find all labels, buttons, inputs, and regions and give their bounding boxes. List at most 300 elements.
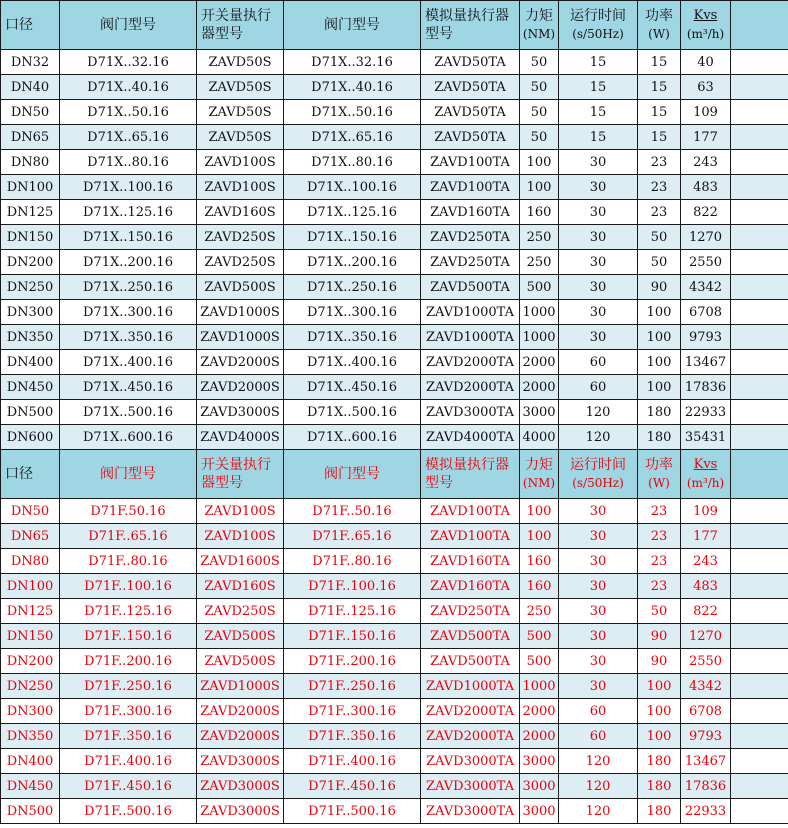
- cell-size: DN500: [1, 400, 60, 425]
- cell-power: 50: [638, 599, 681, 624]
- cell-run-time: 30: [559, 599, 638, 624]
- cell-analog-actuator: ZAVD1000TA: [421, 300, 520, 325]
- cell-switch-actuator: ZAVD1000S: [197, 674, 284, 699]
- cell-power: 180: [638, 749, 681, 774]
- cell-valve-model-2: D71X..50.16: [284, 100, 421, 125]
- cell-torque: 100: [520, 175, 559, 200]
- cell-kvs: 243: [681, 549, 731, 574]
- header-kvs-label: Kvs: [693, 8, 718, 23]
- header-kvs-unit: (m³/h): [686, 27, 725, 41]
- cell-valve-model: D71F..250.16: [60, 674, 197, 699]
- table-row: [1, 749, 788, 774]
- cell-valve-model: D71X..250.16: [60, 275, 197, 300]
- cell-run-time: 15: [559, 50, 638, 75]
- cell-size: DN65: [1, 125, 60, 150]
- cell-kvs: 63: [681, 75, 731, 100]
- cell-size: DN100: [1, 574, 60, 599]
- cell-valve-model: D71X..400.16: [60, 350, 197, 375]
- cell-spacer: [731, 225, 788, 250]
- cell-size: DN450: [1, 774, 60, 799]
- cell-size: DN150: [1, 624, 60, 649]
- header-run-time-label: 运行时间: [570, 8, 626, 24]
- header-kvs: [681, 1, 731, 50]
- table-row: [1, 799, 788, 824]
- cell-kvs: 22933: [681, 799, 731, 824]
- cell-analog-actuator: ZAVD4000TA: [421, 425, 520, 450]
- cell-spacer: [731, 150, 788, 175]
- cell-switch-actuator: ZAVD160S: [197, 574, 284, 599]
- table-row: [1, 649, 788, 674]
- cell-size: DN65: [1, 524, 60, 549]
- cell-analog-actuator: ZAVD3000TA: [421, 799, 520, 824]
- cell-valve-model-2: D71X..40.16: [284, 75, 421, 100]
- header-run-time: [559, 450, 638, 499]
- cell-run-time: 120: [559, 799, 638, 824]
- cell-valve-model: D71F..400.16: [60, 749, 197, 774]
- cell-size: DN32: [1, 50, 60, 75]
- cell-valve-model: D71X..450.16: [60, 375, 197, 400]
- cell-kvs: 13467: [681, 749, 731, 774]
- cell-switch-actuator: ZAVD160S: [197, 200, 284, 225]
- cell-torque: 100: [520, 524, 559, 549]
- cell-power: 23: [638, 150, 681, 175]
- table-row: [1, 774, 788, 799]
- cell-size: DN80: [1, 549, 60, 574]
- cell-valve-model: D71F..450.16: [60, 774, 197, 799]
- header-valve-model-2-label: 阀门型号: [324, 17, 380, 33]
- table-row: [1, 524, 788, 549]
- cell-power: 180: [638, 400, 681, 425]
- cell-power: 90: [638, 275, 681, 300]
- cell-spacer: [731, 200, 788, 225]
- cell-run-time: 30: [559, 674, 638, 699]
- cell-size: DN125: [1, 200, 60, 225]
- header-run-time-unit: (s/50Hz): [572, 27, 624, 41]
- cell-power: 100: [638, 375, 681, 400]
- cell-torque: 3000: [520, 774, 559, 799]
- cell-switch-actuator: ZAVD100S: [197, 524, 284, 549]
- cell-valve-model: D71X..125.16: [60, 200, 197, 225]
- cell-valve-model-2: D71F..125.16: [284, 599, 421, 624]
- cell-power: 15: [638, 50, 681, 75]
- header-torque: [520, 1, 559, 50]
- cell-power: 15: [638, 100, 681, 125]
- cell-valve-model-2: D71F..250.16: [284, 674, 421, 699]
- table-row: [1, 574, 788, 599]
- cell-torque: 2000: [520, 699, 559, 724]
- cell-valve-model: D71X..150.16: [60, 225, 197, 250]
- cell-size: DN200: [1, 250, 60, 275]
- cell-switch-actuator: ZAVD1600S: [197, 549, 284, 574]
- cell-run-time: 30: [559, 225, 638, 250]
- cell-valve-model: D71F..80.16: [60, 549, 197, 574]
- cell-valve-model-2: D71X..100.16: [284, 175, 421, 200]
- cell-run-time: 30: [559, 624, 638, 649]
- cell-analog-actuator: ZAVD160TA: [421, 574, 520, 599]
- cell-kvs: 109: [681, 100, 731, 125]
- header-analog-actuator: [421, 450, 520, 499]
- table-row: [1, 50, 788, 75]
- cell-valve-model-2: D71F..150.16: [284, 624, 421, 649]
- cell-valve-model-2: D71X..500.16: [284, 400, 421, 425]
- cell-switch-actuator: ZAVD100S: [197, 175, 284, 200]
- header-power-label: 功率: [645, 457, 673, 473]
- cell-power: 90: [638, 649, 681, 674]
- header-power: [638, 1, 681, 50]
- header-torque: [520, 450, 559, 499]
- cell-torque: 2000: [520, 724, 559, 749]
- cell-switch-actuator: ZAVD1000S: [197, 300, 284, 325]
- cell-run-time: 30: [559, 175, 638, 200]
- cell-analog-actuator: ZAVD100TA: [421, 150, 520, 175]
- cell-spacer: [731, 624, 788, 649]
- cell-valve-model: D71F..200.16: [60, 649, 197, 674]
- cell-switch-actuator: ZAVD2000S: [197, 699, 284, 724]
- cell-size: DN125: [1, 599, 60, 624]
- cell-power: 180: [638, 425, 681, 450]
- cell-run-time: 60: [559, 724, 638, 749]
- cell-analog-actuator: ZAVD1000TA: [421, 325, 520, 350]
- cell-torque: 500: [520, 649, 559, 674]
- header-valve-model-label: 阀门型号: [100, 17, 156, 33]
- cell-kvs: 1270: [681, 225, 731, 250]
- cell-analog-actuator: ZAVD3000TA: [421, 749, 520, 774]
- cell-valve-model-2: D71F..80.16: [284, 549, 421, 574]
- cell-spacer: [731, 599, 788, 624]
- cell-analog-actuator: ZAVD1000TA: [421, 674, 520, 699]
- cell-spacer: [731, 699, 788, 724]
- cell-switch-actuator: ZAVD50S: [197, 125, 284, 150]
- table-row: [1, 499, 788, 524]
- cell-valve-model: D71X..300.16: [60, 300, 197, 325]
- header-switch-actuator-label: 开关量执行器型号: [201, 8, 271, 42]
- cell-kvs: 6708: [681, 300, 731, 325]
- cell-kvs: 2550: [681, 649, 731, 674]
- cell-power: 180: [638, 799, 681, 824]
- cell-spacer: [731, 250, 788, 275]
- cell-torque: 3000: [520, 799, 559, 824]
- header-run-time: [559, 1, 638, 50]
- cell-kvs: 40: [681, 50, 731, 75]
- cell-valve-model-2: D71X..65.16: [284, 125, 421, 150]
- cell-power: 50: [638, 250, 681, 275]
- cell-run-time: 30: [559, 150, 638, 175]
- cell-torque: 160: [520, 549, 559, 574]
- header-run-time-label: 运行时间: [570, 457, 626, 473]
- cell-kvs: 822: [681, 200, 731, 225]
- cell-torque: 3000: [520, 749, 559, 774]
- table-row: [1, 175, 788, 200]
- cell-power: 23: [638, 499, 681, 524]
- cell-analog-actuator: ZAVD250TA: [421, 225, 520, 250]
- cell-power: 100: [638, 325, 681, 350]
- cell-valve-model: D71F..100.16: [60, 574, 197, 599]
- cell-torque: 250: [520, 599, 559, 624]
- cell-valve-model-2: D71X..250.16: [284, 275, 421, 300]
- cell-torque: 160: [520, 574, 559, 599]
- header-size-label: 口径: [5, 17, 33, 33]
- header-torque-label: 力矩: [525, 457, 553, 473]
- header-row: [1, 450, 788, 499]
- cell-torque: 3000: [520, 400, 559, 425]
- cell-kvs: 35431: [681, 425, 731, 450]
- cell-power: 23: [638, 200, 681, 225]
- cell-analog-actuator: ZAVD100TA: [421, 499, 520, 524]
- header-switch-actuator-label: 开关量执行器型号: [201, 457, 271, 491]
- cell-valve-model-2: D71X..450.16: [284, 375, 421, 400]
- table-row: [1, 325, 788, 350]
- cell-spacer: [731, 574, 788, 599]
- cell-spacer: [731, 649, 788, 674]
- cell-valve-model: D71F..125.16: [60, 599, 197, 624]
- cell-power: 23: [638, 549, 681, 574]
- cell-size: DN400: [1, 749, 60, 774]
- cell-torque: 1000: [520, 325, 559, 350]
- cell-analog-actuator: ZAVD250TA: [421, 599, 520, 624]
- cell-switch-actuator: ZAVD3000S: [197, 400, 284, 425]
- cell-analog-actuator: ZAVD250TA: [421, 250, 520, 275]
- header-kvs-label: Kvs: [693, 457, 718, 472]
- header-spacer: [731, 450, 788, 499]
- cell-torque: 100: [520, 150, 559, 175]
- header-row: [1, 1, 788, 50]
- header-valve-model-2: [284, 1, 421, 50]
- table-row: [1, 250, 788, 275]
- table-row: [1, 425, 788, 450]
- cell-power: 100: [638, 699, 681, 724]
- cell-analog-actuator: ZAVD160TA: [421, 549, 520, 574]
- cell-analog-actuator: ZAVD500TA: [421, 649, 520, 674]
- cell-power: 100: [638, 300, 681, 325]
- cell-spacer: [731, 549, 788, 574]
- cell-run-time: 30: [559, 574, 638, 599]
- cell-valve-model: D71X..100.16: [60, 175, 197, 200]
- cell-spacer: [731, 100, 788, 125]
- header-torque-unit: (NM): [522, 476, 556, 490]
- cell-valve-model: D71X..50.16: [60, 100, 197, 125]
- cell-switch-actuator: ZAVD4000S: [197, 425, 284, 450]
- cell-run-time: 30: [559, 499, 638, 524]
- cell-valve-model: D71X..350.16: [60, 325, 197, 350]
- cell-run-time: 30: [559, 524, 638, 549]
- cell-valve-model-2: D71X..125.16: [284, 200, 421, 225]
- cell-kvs: 822: [681, 599, 731, 624]
- table-row: [1, 75, 788, 100]
- table-row: [1, 350, 788, 375]
- cell-valve-model-2: D71X..200.16: [284, 250, 421, 275]
- cell-kvs: 177: [681, 125, 731, 150]
- cell-spacer: [731, 724, 788, 749]
- cell-size: DN600: [1, 425, 60, 450]
- cell-torque: 50: [520, 125, 559, 150]
- cell-analog-actuator: ZAVD2000TA: [421, 699, 520, 724]
- cell-valve-model-2: D71X..400.16: [284, 350, 421, 375]
- header-torque-unit: (NM): [522, 27, 556, 41]
- cell-size: DN150: [1, 225, 60, 250]
- cell-kvs: 9793: [681, 325, 731, 350]
- cell-size: DN350: [1, 325, 60, 350]
- cell-kvs: 177: [681, 524, 731, 549]
- table-row: [1, 200, 788, 225]
- cell-spacer: [731, 350, 788, 375]
- cell-run-time: 30: [559, 325, 638, 350]
- table-row: [1, 275, 788, 300]
- cell-analog-actuator: ZAVD2000TA: [421, 375, 520, 400]
- header-valve-model-2-label: 阀门型号: [324, 466, 380, 482]
- cell-torque: 50: [520, 75, 559, 100]
- table-row: [1, 300, 788, 325]
- cell-valve-model: D71X..80.16: [60, 150, 197, 175]
- cell-valve-model: D71X..500.16: [60, 400, 197, 425]
- header-valve-model-2: [284, 450, 421, 499]
- cell-valve-model-2: D71F..200.16: [284, 649, 421, 674]
- cell-torque: 50: [520, 100, 559, 125]
- cell-valve-model: D71X..40.16: [60, 75, 197, 100]
- header-power-unit: (W): [648, 476, 670, 490]
- cell-valve-model-2: D71X..80.16: [284, 150, 421, 175]
- cell-spacer: [731, 674, 788, 699]
- cell-spacer: [731, 400, 788, 425]
- cell-spacer: [731, 50, 788, 75]
- cell-switch-actuator: ZAVD3000S: [197, 749, 284, 774]
- cell-torque: 4000: [520, 425, 559, 450]
- header-kvs: [681, 450, 731, 499]
- cell-spacer: [731, 774, 788, 799]
- cell-valve-model: D71F.50.16: [60, 499, 197, 524]
- cell-valve-model-2: D71F..300.16: [284, 699, 421, 724]
- cell-kvs: 243: [681, 150, 731, 175]
- cell-size: DN350: [1, 724, 60, 749]
- cell-kvs: 13467: [681, 350, 731, 375]
- cell-size: DN80: [1, 150, 60, 175]
- table-row: [1, 674, 788, 699]
- cell-valve-model-2: D71F..65.16: [284, 524, 421, 549]
- cell-spacer: [731, 175, 788, 200]
- cell-valve-model-2: D71F..350.16: [284, 724, 421, 749]
- cell-size: DN50: [1, 100, 60, 125]
- cell-valve-model: D71X..200.16: [60, 250, 197, 275]
- cell-run-time: 120: [559, 774, 638, 799]
- cell-spacer: [731, 125, 788, 150]
- cell-size: DN300: [1, 300, 60, 325]
- cell-kvs: 109: [681, 499, 731, 524]
- cell-valve-model-2: D71F..400.16: [284, 749, 421, 774]
- cell-analog-actuator: ZAVD160TA: [421, 200, 520, 225]
- cell-spacer: [731, 799, 788, 824]
- cell-size: DN50: [1, 499, 60, 524]
- cell-torque: 250: [520, 250, 559, 275]
- cell-spacer: [731, 300, 788, 325]
- header-power-label: 功率: [645, 8, 673, 24]
- table-row: [1, 699, 788, 724]
- header-spacer: [731, 1, 788, 50]
- cell-switch-actuator: ZAVD2000S: [197, 350, 284, 375]
- cell-switch-actuator: ZAVD500S: [197, 624, 284, 649]
- cell-switch-actuator: ZAVD100S: [197, 499, 284, 524]
- cell-analog-actuator: ZAVD50TA: [421, 50, 520, 75]
- cell-torque: 160: [520, 200, 559, 225]
- cell-analog-actuator: ZAVD50TA: [421, 125, 520, 150]
- cell-power: 15: [638, 125, 681, 150]
- cell-size: DN250: [1, 275, 60, 300]
- cell-power: 100: [638, 724, 681, 749]
- cell-torque: 2000: [520, 350, 559, 375]
- cell-valve-model: D71F..500.16: [60, 799, 197, 824]
- cell-valve-model-2: D71X..300.16: [284, 300, 421, 325]
- cell-run-time: 120: [559, 425, 638, 450]
- cell-valve-model: D71F..300.16: [60, 699, 197, 724]
- cell-valve-model: D71X..600.16: [60, 425, 197, 450]
- header-switch-actuator: [197, 450, 284, 499]
- cell-torque: 2000: [520, 375, 559, 400]
- cell-analog-actuator: ZAVD500TA: [421, 624, 520, 649]
- header-run-time-unit: (s/50Hz): [572, 476, 624, 490]
- cell-analog-actuator: ZAVD50TA: [421, 75, 520, 100]
- cell-run-time: 30: [559, 200, 638, 225]
- cell-power: 180: [638, 774, 681, 799]
- cell-run-time: 30: [559, 250, 638, 275]
- cell-power: 50: [638, 225, 681, 250]
- cell-torque: 50: [520, 50, 559, 75]
- header-analog-actuator-label: 模拟量执行器型号: [425, 8, 509, 42]
- cell-torque: 1000: [520, 674, 559, 699]
- cell-analog-actuator: ZAVD2000TA: [421, 350, 520, 375]
- cell-run-time: 120: [559, 749, 638, 774]
- cell-run-time: 30: [559, 649, 638, 674]
- cell-kvs: 483: [681, 574, 731, 599]
- cell-run-time: 120: [559, 400, 638, 425]
- cell-switch-actuator: ZAVD500S: [197, 649, 284, 674]
- cell-valve-model-2: D71F..450.16: [284, 774, 421, 799]
- cell-run-time: 60: [559, 375, 638, 400]
- cell-analog-actuator: ZAVD2000TA: [421, 724, 520, 749]
- cell-spacer: [731, 749, 788, 774]
- cell-power: 100: [638, 350, 681, 375]
- cell-kvs: 17836: [681, 774, 731, 799]
- cell-torque: 1000: [520, 300, 559, 325]
- cell-size: DN40: [1, 75, 60, 100]
- cell-size: DN200: [1, 649, 60, 674]
- cell-size: DN300: [1, 699, 60, 724]
- cell-valve-model-2: D71F..500.16: [284, 799, 421, 824]
- header-torque-label: 力矩: [525, 8, 553, 24]
- cell-torque: 100: [520, 499, 559, 524]
- cell-switch-actuator: ZAVD100S: [197, 150, 284, 175]
- cell-valve-model: D71F..150.16: [60, 624, 197, 649]
- cell-run-time: 15: [559, 75, 638, 100]
- cell-valve-model-2: D71X..32.16: [284, 50, 421, 75]
- cell-valve-model-2: D71X..150.16: [284, 225, 421, 250]
- cell-kvs: 2550: [681, 250, 731, 275]
- cell-switch-actuator: ZAVD50S: [197, 50, 284, 75]
- cell-valve-model-2: D71F..100.16: [284, 574, 421, 599]
- table-row: [1, 150, 788, 175]
- cell-valve-model-2: D71X..600.16: [284, 425, 421, 450]
- cell-power: 15: [638, 75, 681, 100]
- cell-kvs: 6708: [681, 699, 731, 724]
- cell-spacer: [731, 499, 788, 524]
- cell-valve-model: D71X..32.16: [60, 50, 197, 75]
- cell-analog-actuator: ZAVD100TA: [421, 175, 520, 200]
- cell-kvs: 4342: [681, 674, 731, 699]
- cell-run-time: 30: [559, 300, 638, 325]
- cell-valve-model-2: D71F..50.16: [284, 499, 421, 524]
- cell-switch-actuator: ZAVD2000S: [197, 375, 284, 400]
- cell-power: 100: [638, 674, 681, 699]
- cell-torque: 500: [520, 624, 559, 649]
- cell-spacer: [731, 425, 788, 450]
- cell-analog-actuator: ZAVD3000TA: [421, 400, 520, 425]
